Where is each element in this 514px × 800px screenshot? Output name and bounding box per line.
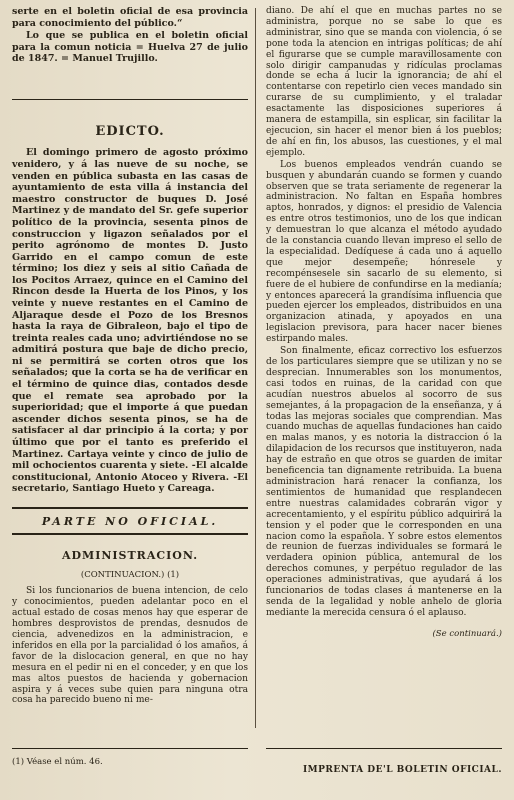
column-divider bbox=[255, 8, 256, 728]
imprint-line: IMPRENTA DE'L BOLETIN OFICIAL. bbox=[302, 765, 502, 775]
intro-paragraph-1: serte en el boletin oficial de esa provincia para conocimiento del público.“ bbox=[12, 6, 248, 29]
continuation-note: (CONTINUACION.) (1) bbox=[80, 570, 180, 581]
right-paragraph-1: diano. De ahí el que en muchas partes no se administra, porque no se sabe lo que es administrar, sino que se manda con violencia, ó se pone toda la atencion en intrigas políticas; de ahí el figurarse que se cumple maravillosamente con solo dirigir campanudas y ridículas proclamas donde se echa á lucir la ignorancia; de ahí el contentarse con repetirlo cien veces mandado sin curarse de su cumplimiento, y el traladar esactamente las disposiciones superiores á manera de estampilla, sin esplicar, sin facilitar la ejecucion, sin hacer el menor bien á los pueblos; de ahí en fin, los abusos, las cuestiones, y el mal ejemplo. bbox=[266, 6, 502, 158]
edicto-heading: EDICTO. bbox=[95, 123, 165, 139]
divider-rule bbox=[12, 99, 248, 100]
left-column bbox=[12, 6, 248, 800]
admin-body: Si los funcionarios de buena intencion, de celo y conocimientos, pueden adelantar poco en el actual estado de cosas menos hay que esperar de hombres desprovistos de prendas, desnudos de ciencia, advenedizos en la administracion, e inferidos en ella por la parcialidad ó los amaños, á favor de la dislocacion general, en que no hay mesura en el pedir ni en el conceder, y en que los mas altos puestos de hacienda y gobernacion aspira y á veces sube quien para ninguna otra cosa ha parecido bueno ni me- bbox=[12, 586, 248, 706]
right-paragraph-2: Los buenos empleados vendrán cuando se busquen y abundarán cuando se formen y cuando observen que se trata seriamente de regenerar la administracion. No faltan en España hombres aptos, honrados, y dignos: el presidio de Valencia es entre otros testimonios, uno de los que indican y demuestran lo que alcanza el método ayudado de la constancia cuando llevan impreso el sello de la especialidad. Dedíquese á cada uno á aquello que mejor desempeñe; hónresele y recompénsesele sin sacarlo de su elemento, si fuere de el hubiere de confundirse en la medianía; y entonces aparecerá la grandísima influencia que pueden ejercer los empleados, distribuidos en una organizacion atinada, y apoyados en una legislacion previsora, para hacer nacer bienes estirpando males. bbox=[266, 159, 502, 345]
footnote: (1) Véase el núm. 46. bbox=[12, 757, 103, 767]
divider-rule-bottom bbox=[12, 533, 248, 535]
divider-rule-top bbox=[12, 507, 248, 509]
right-column bbox=[266, 6, 502, 800]
intro-paragraph-2: Lo que se publica en el boletin oficial para la comun noticia = Huelva 27 de julio de 1847. = Manuel Trujillo. bbox=[12, 30, 248, 65]
edicto-body: El domingo primero de agosto próximo venidero, y á las nueve de su noche, se venden en pública subasta en las casas de ayuntamiento de esta villa á instancia del maestro constructor de buques D. José Martinez y de mandato del Sr. gefe superior político de la provincia, sesenta pinos de construccion y ligazon señalados por el perito agrónomo de montes D. Justo Garrido en el campo comun de este término; los diez y seis al sitio Cañada de los Pocitos Arraez, quince en el Camino del Rincon desde la Huerta de los Pinos, y los veinte y nueve restantes en el Camino de Aljaraque desde el Pozo de los Bresnos hasta la raya de Gibraleon, bajo el tipo de treinta reales cada uno; advirtiéndose no se admitirá postura que baje de dicho precio, ni se permitirá se corten otros que los señalados; que la corta se ha de verificar en el término de quince dias, contados desde que el remate sea aprobado por la superioridad; que el importe á que puedan ascender dichos sesenta pinos, se ha de satisfacer al dar principio á la corta; y por último que por el tanto es preferido el Martinez. Cartaya veinte y cinco de julio de mil ochocientos cuarenta y siete. -El alcalde constitucional, Antonio Atoceo y Rivera. -El secretario, Santiago Hueto y Careaga. bbox=[12, 147, 248, 495]
imprint-rule bbox=[266, 748, 502, 749]
parte-no-oficial-banner: PARTE NO OFICIAL. bbox=[41, 514, 219, 528]
continuation-end: (Se continuará.) bbox=[432, 628, 502, 639]
section-title: ADMINISTRACION. bbox=[61, 549, 199, 563]
footnote-rule bbox=[12, 748, 248, 749]
right-paragraph-3: Son finalmente, eficaz correctivo los esfuerzos de los particulares siempre que se utilizan y no se desprecian. Innumerables son los monumentos, casi todos en ruinas, de la caridad con que acudían nuestros abuelos al socorro de sus semejantes, á la propagacion de la enseñanza, y á todas las mejoras sociales que comprendian. Mas cuando muchas de aquellas fundaciones han caido en malas manos, y es notoria la distraccion ó la dilapidacion de los recursos que instituyeron, nada hay de estraño en que otros se guarden de imitar beneficencia tan dignamente retribuida. La buena administracion hará renacer la confianza, los sentimientos de humanidad que resplandecen entre nuestras calamidades cobrarán vigor y acrecentamiento, y el espíritu público adquirirá la tension y el poder que le corresponden en una nacion como la española. Y sobre estos elementos de reunion de fuerzas individuales se formará le verdadera opinion pública, antemural de los derechos comunes, y perpétuo regulador de las operaciones administrativas, que ayudará á los funcionarios de todas clases á mantenerse en la senda de la legalidad y noble anhelo de gloria mediante la merecida censura ó el aplauso. bbox=[266, 346, 502, 618]
